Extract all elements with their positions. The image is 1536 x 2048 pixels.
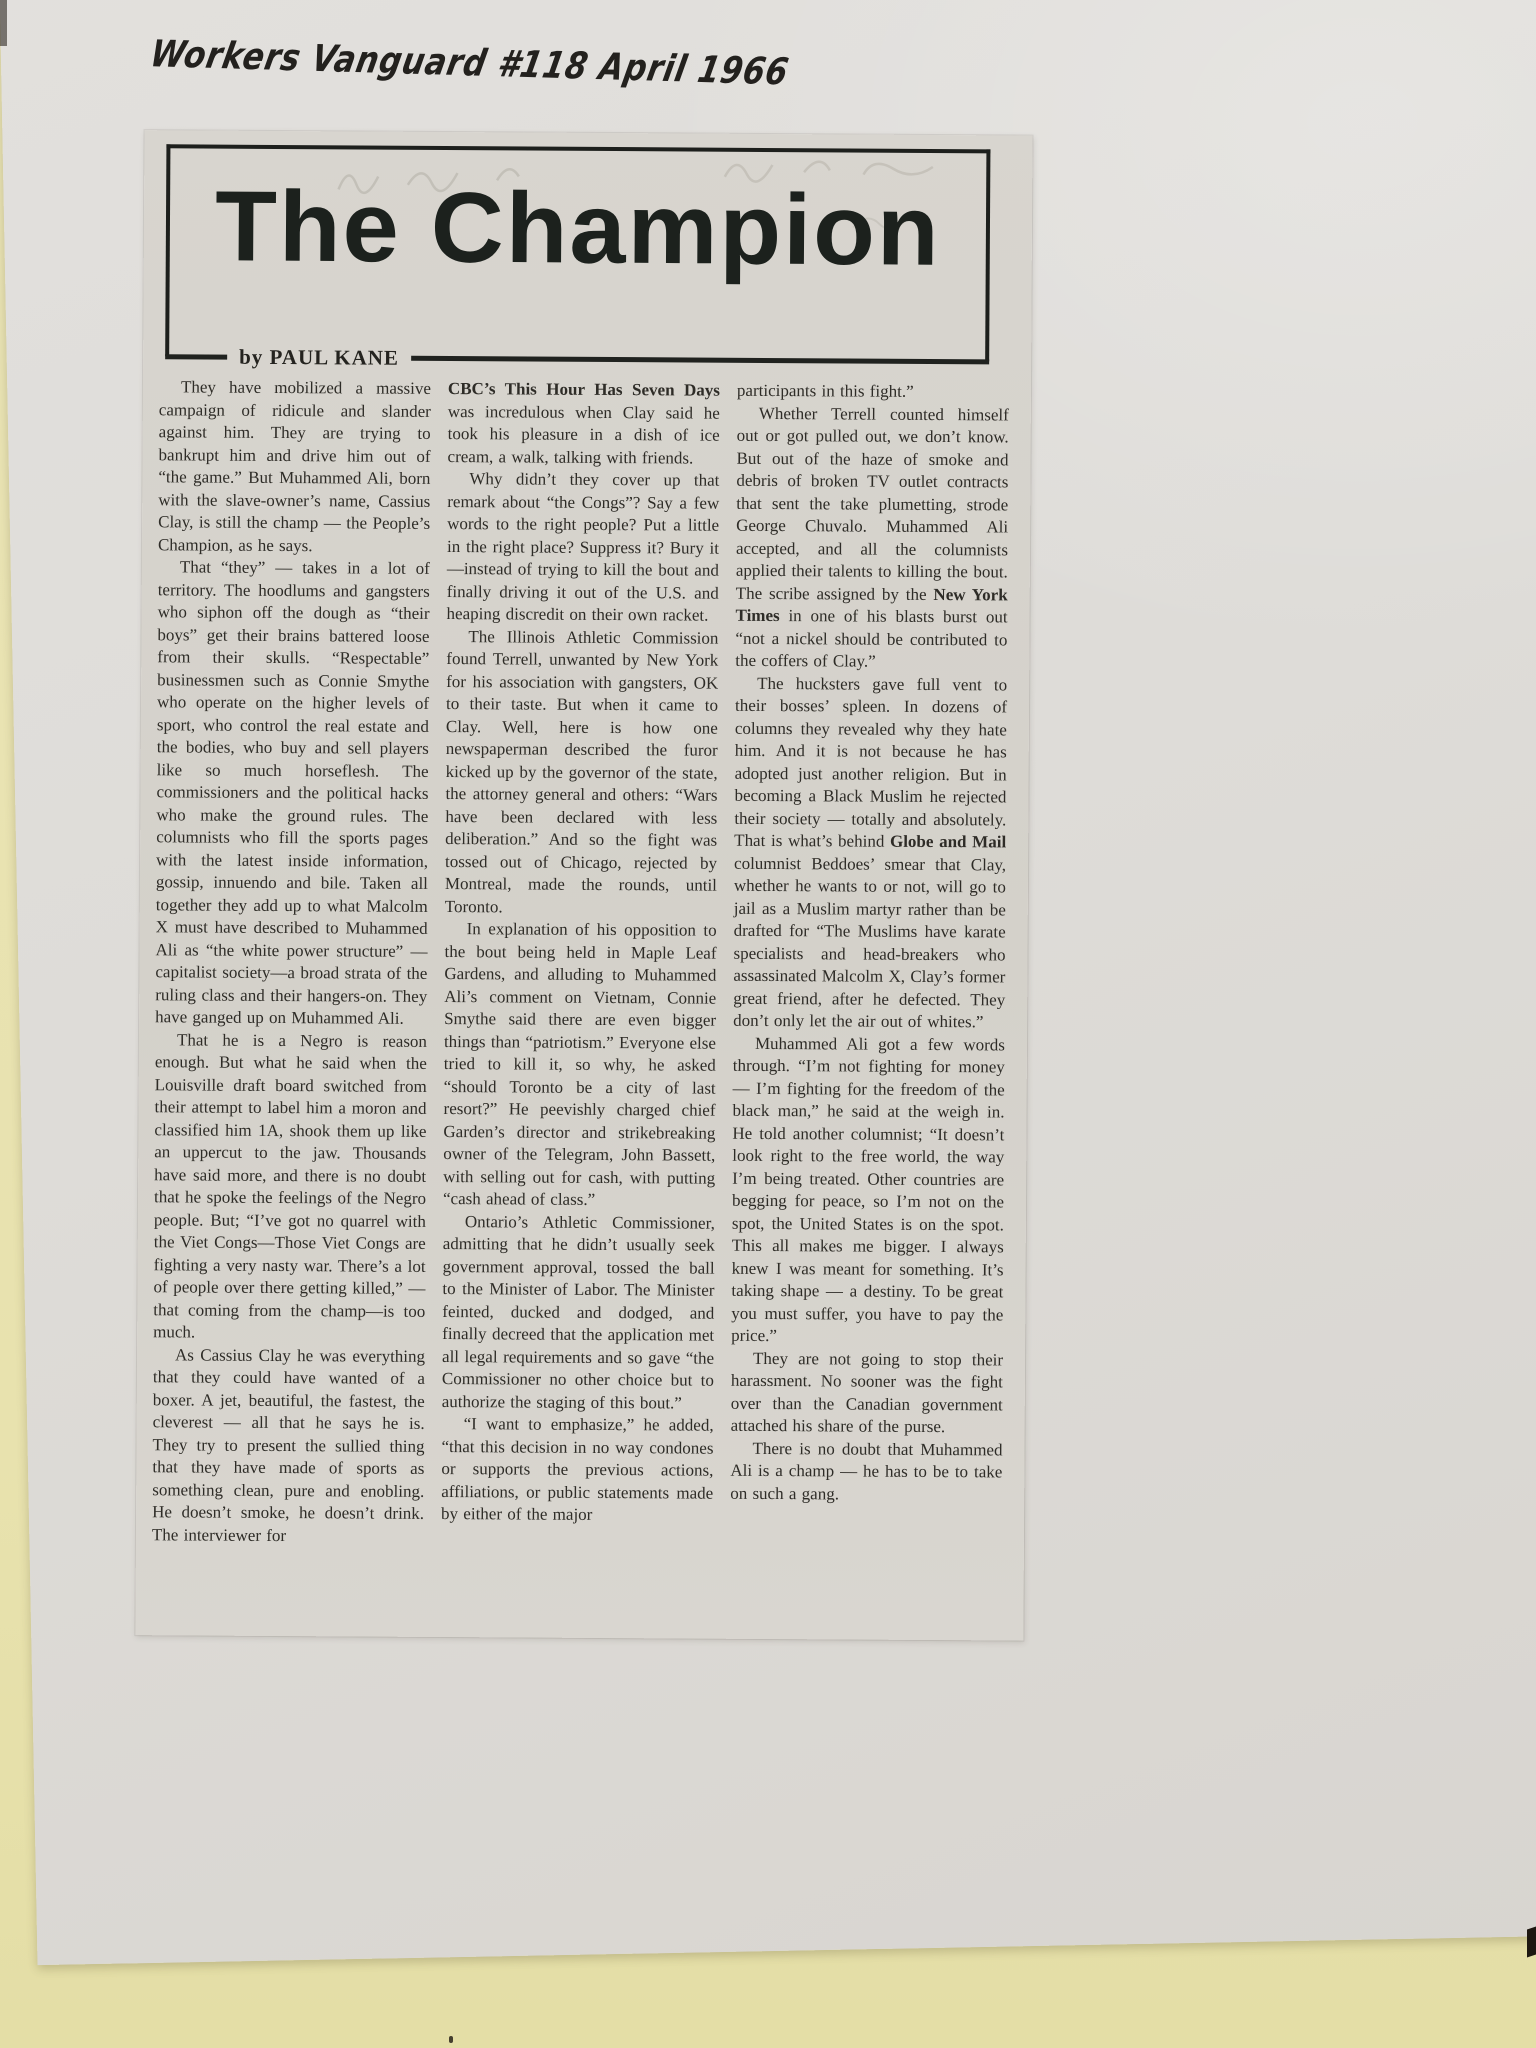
article-column	[730, 380, 1009, 1552]
article-columns	[152, 376, 1013, 1551]
article-paragraph: Whether Terrell counted himself out or got pulled out, we don’t know. But out of the haze of smoke and debris of broken TV outlet contracts that sent the take plumetting, strode George Chuvalo. Muhammed Ali accepted, and all the columnists applied their talents to killing the bout. The scribe assigned by the New York Times in one of his blasts burst out “not a nickel should be contributed to the coffers of Clay.”	[735, 403, 1009, 671]
article-column	[152, 376, 431, 1548]
article-column	[441, 378, 720, 1550]
scan-artifact-top-left	[0, 0, 7, 46]
article-paragraph: There is no doubt that Muhammed Ali is a champ — he has to be to take on such a gang.	[730, 1438, 1003, 1503]
byline-rule-left	[165, 354, 227, 359]
scan-artifact-bottom-dot	[449, 2036, 453, 2043]
article-paragraph: participants in this fight.”	[736, 380, 914, 401]
byline	[165, 345, 989, 372]
article-paragraph: The Illinois Athletic Commission found Terrell, unwanted by New York for his association with gangsters, OK to their taste. But when it came to Clay. Well, here is how one newspaperman described the furor kicked up by the governor of the state, the attorney general and others: “Wars have been declared with less deliberation.” And so the fight was tossed out of Chicago, rejected by Montreal, made the rounds, until Toronto.	[444, 626, 719, 916]
headline-box	[165, 144, 990, 370]
article-paragraph: Ontario’s Athletic Commissioner, admitting that he didn’t usually seek government approval, tossed the ball to the Minister of Labor. The Minister feinted, ducked and dodged, and finally decreed that the application met all legal requirements and so gave “the Commissioner no other choice but to authorize the staging of this bout.”	[441, 1211, 715, 1412]
article-paragraph: As Cassius Clay he was everything that they could have wanted of a boxer. A jet, beautiful, the fastest, the cleverest — all that he says he is. They try to present the sullied thing that they have made of sports as something clean, pure and enobling. He doesn’t smoke, he doesn’t drink. The interviewer for	[151, 1344, 426, 1545]
article-paragraph: The hucksters gave full vent to their bosses’ spleen. In dozens of columns they revealed why they hate him. And it is not because he has adopted just another religion. But in becoming a Black Muslim he rejected their society — totally and absolutely. That is what’s behind Globe and Mail columnist Beddoes’ smear that Clay, whether he wants to or not, will go to jail as a Muslim martyr rather than be drafted for “The Muslims have karate specialists and head-breakers who assassinated Malcolm X, Clay’s former great friend, after he defected. They don’t only let the air out of whites.”	[733, 673, 1008, 1032]
article-paragraph: That “they” — takes in a lot of territory. The hoodlums and gangsters who siphon off the dough as “their boys” get their brains battered loose from their skulls. “Respectable” businessmen such as Connie Smythe who operate on the higher levels of sport, who control the real estate and the bodies, who buy and sell players like so much horseflesh. The commissioners and the political hacks who make the ground rules. The columnists who fill the sports pages with the latest inside information, gossip, innuendo and bile. Taken all together they add up to what Malcolm X must have described to Muhammed Ali as “the white power structure” — capitalist society—a broad strata of the ruling class and their hangers-on. They have ganged up on Muhammed Ali.	[155, 557, 430, 1028]
article-paragraph: CBC’s This Hour Has Seven Days was incredulous when Clay said he took his pleasure in a dish of ice cream, a walk, talking with friends.	[447, 379, 721, 468]
handwritten-annotation: Workers Vanguard #118 April 1966	[147, 32, 793, 94]
byline-rule-right	[411, 355, 989, 364]
article-paragraph: They are not going to stop their harassment. No sooner was the fight over than the Canadian government attached his share of the purse.	[730, 1348, 1004, 1437]
article-paragraph: That he is a Negro is reason enough. But what he said when the Louisville draft board switched from their attempt to label him a moron and classified him 1A, shook them up like an uppercut to the jaw. Thousands have said more, and there is no doubt that he spoke the feelings of the Negro people. But; “I’ve got no quarrel with the Viet Congs—Those Viet Congs are fighting a very nasty war. There’s a lot of people over there getting killed,” —that coming from the champ—is too much.	[153, 1029, 428, 1342]
article-paragraph: In explanation of his opposition to the bout being held in Maple Leaf Gardens, and alluding to Muhammed Ali’s comment on Vietnam, Connie Smythe said there are even bigger things than “patriotism.” Everyone else tried to kill it, so why, he asked “should Toronto be a city of last resort?” He peevishly charged chief Garden’s director and strikebreaking owner of the Telegram, John Bassett, with selling out for cash, with putting “cash ahead of class.”	[442, 919, 717, 1209]
article-paragraph: Why didn’t they cover up that remark about “the Congs”? Say a few words to the right people? Put a little in the right place? Suppress it? Bury it—instead of trying to kill the bout and finally driving it out of the U.S. and heaping discredit on their own racket.	[446, 469, 720, 625]
article-title: The Champion	[214, 171, 941, 287]
scan-artifact-right-edge	[1527, 1927, 1536, 1958]
article-paragraph: “I want to emphasize,” he added, “that this decision in no way condones or supports the previous actions, affiliations, or public statements made by either of the major	[441, 1414, 714, 1524]
newspaper-clipping	[135, 130, 1032, 1640]
article-paragraph: Muhammed Ali got a few words through. “I’m not fighting for money — I’m fighting for the freedom of the black man,” he said at the weigh in. He told another columnist; “It doesn’t look right to the free world, the way I’m being treated. Other countries are begging for peace, so I’m not on the spot, the United States is on the spot. This all makes me bigger. I always knew I was meant for something. It’s taking shape — a destiny. To be great you must suffer, you have to pay the price.”	[731, 1033, 1006, 1346]
byline-text: by PAUL KANE	[239, 344, 400, 370]
article-paragraph: They have mobilized a massive campaign of ridicule and slander against him. They are trying to bankrupt him and drive him out of “the game.” But Muhammed Ali, born with the slave-owner’s name, Cassius Clay, is still the champ — the People’s Champion, as he says.	[157, 377, 432, 555]
